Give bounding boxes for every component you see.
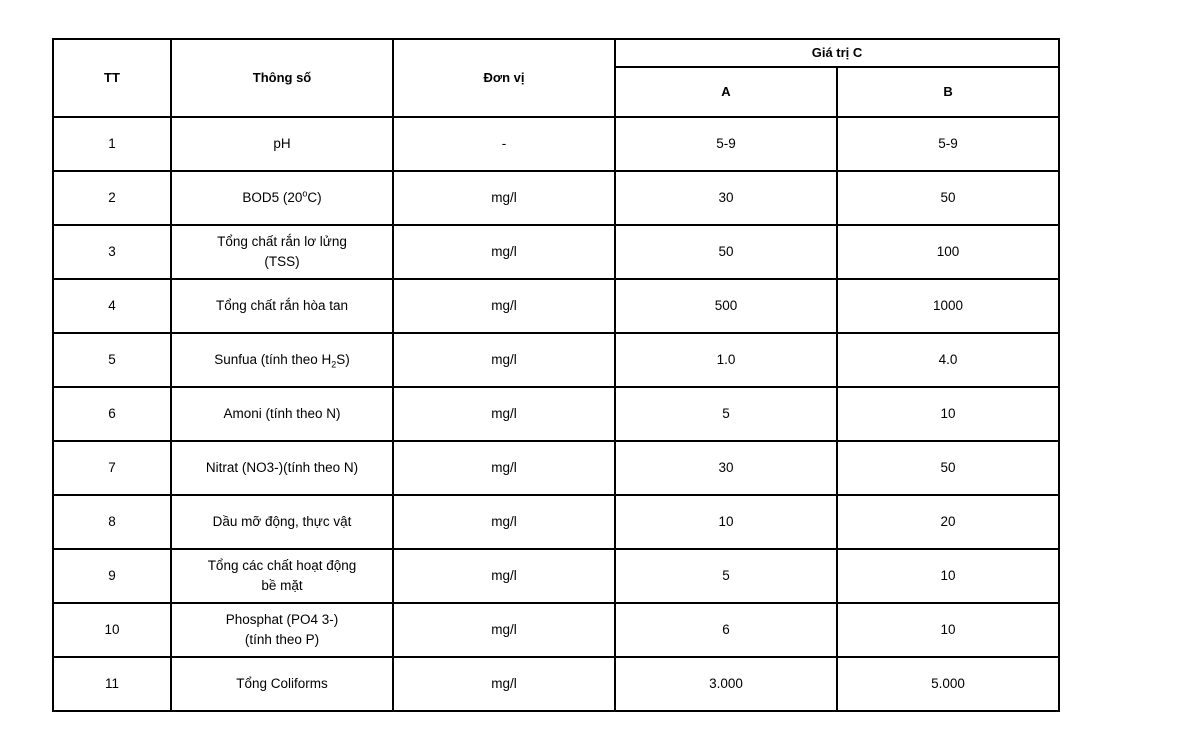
table-row: [53, 279, 1059, 333]
table-header: [53, 39, 1059, 117]
cell-param: Amoni (tính theo N): [171, 387, 393, 441]
cell-unit: mg/l: [393, 387, 615, 441]
param-text: Tổng các chất hoạt động bề mặt: [207, 558, 357, 593]
cell-unit: mg/l: [393, 549, 615, 603]
cell-a: 5: [615, 387, 837, 441]
cell-unit: mg/l: [393, 225, 615, 279]
param-text: Phosphat (PO4 3-) (tính theo P): [225, 612, 339, 647]
table-row: [53, 117, 1059, 171]
param-text: BOD5 (20: [242, 190, 303, 205]
cell-param: [171, 549, 393, 603]
param-text: Tổng chất rắn lơ lửng (TSS): [217, 234, 347, 269]
cell-b: 50: [837, 171, 1059, 225]
cell-b: 10: [837, 387, 1059, 441]
table-row: [53, 657, 1059, 711]
cell-param: Tổng Coliforms: [171, 657, 393, 711]
header-tt: TT: [53, 39, 171, 117]
header-b: B: [837, 67, 1059, 117]
cell-unit: mg/l: [393, 657, 615, 711]
cell-tt: 8: [53, 495, 171, 549]
cell-b: 50: [837, 441, 1059, 495]
cell-unit: mg/l: [393, 441, 615, 495]
cell-unit: mg/l: [393, 279, 615, 333]
cell-unit: mg/l: [393, 171, 615, 225]
table-row: [53, 549, 1059, 603]
cell-tt: 1: [53, 117, 171, 171]
cell-b: 5-9: [837, 117, 1059, 171]
cell-tt: 6: [53, 387, 171, 441]
cell-b: 10: [837, 603, 1059, 657]
cell-param: Tổng chất rắn hòa tan: [171, 279, 393, 333]
cell-tt: 11: [53, 657, 171, 711]
cell-b: 10: [837, 549, 1059, 603]
cell-tt: 7: [53, 441, 171, 495]
cell-a: 1.0: [615, 333, 837, 387]
cell-tt: 9: [53, 549, 171, 603]
cell-b: 100: [837, 225, 1059, 279]
header-value-group: Giá trị C: [615, 39, 1059, 67]
cell-a: 5: [615, 549, 837, 603]
cell-b: 1000: [837, 279, 1059, 333]
cell-param: [171, 333, 393, 387]
header-unit: Đơn vị: [393, 39, 615, 117]
cell-b: 5.000: [837, 657, 1059, 711]
cell-a: 30: [615, 171, 837, 225]
cell-unit: mg/l: [393, 333, 615, 387]
table-row: [53, 333, 1059, 387]
header-param: Thông số: [171, 39, 393, 117]
cell-param: Dầu mỡ động, thực vật: [171, 495, 393, 549]
cell-tt: 10: [53, 603, 171, 657]
cell-tt: 2: [53, 171, 171, 225]
header-a: A: [615, 67, 837, 117]
standards-table: [52, 38, 1060, 712]
cell-a: 500: [615, 279, 837, 333]
table-row: [53, 495, 1059, 549]
param-text: C): [307, 190, 322, 205]
cell-param: [171, 603, 393, 657]
param-text: S): [336, 352, 350, 367]
cell-tt: 4: [53, 279, 171, 333]
cell-unit: mg/l: [393, 603, 615, 657]
cell-unit: -: [393, 117, 615, 171]
cell-a: 6: [615, 603, 837, 657]
cell-b: 20: [837, 495, 1059, 549]
cell-tt: 5: [53, 333, 171, 387]
param-subscript: 2: [331, 359, 337, 370]
cell-a: 50: [615, 225, 837, 279]
cell-param: [171, 225, 393, 279]
cell-a: 10: [615, 495, 837, 549]
param-superscript: o: [302, 188, 308, 199]
cell-b: 4.0: [837, 333, 1059, 387]
table-row: [53, 171, 1059, 225]
cell-a: 5-9: [615, 117, 837, 171]
cell-a: 3.000: [615, 657, 837, 711]
cell-unit: mg/l: [393, 495, 615, 549]
cell-param: [171, 171, 393, 225]
table-body: [53, 117, 1059, 711]
cell-tt: 3: [53, 225, 171, 279]
table-row: [53, 387, 1059, 441]
cell-a: 30: [615, 441, 837, 495]
table-row: [53, 441, 1059, 495]
table-row: [53, 225, 1059, 279]
param-text: Sunfua (tính theo H: [214, 352, 332, 367]
cell-param: pH: [171, 117, 393, 171]
cell-param: Nitrat (NO3-)(tính theo N): [171, 441, 393, 495]
table-row: [53, 603, 1059, 657]
